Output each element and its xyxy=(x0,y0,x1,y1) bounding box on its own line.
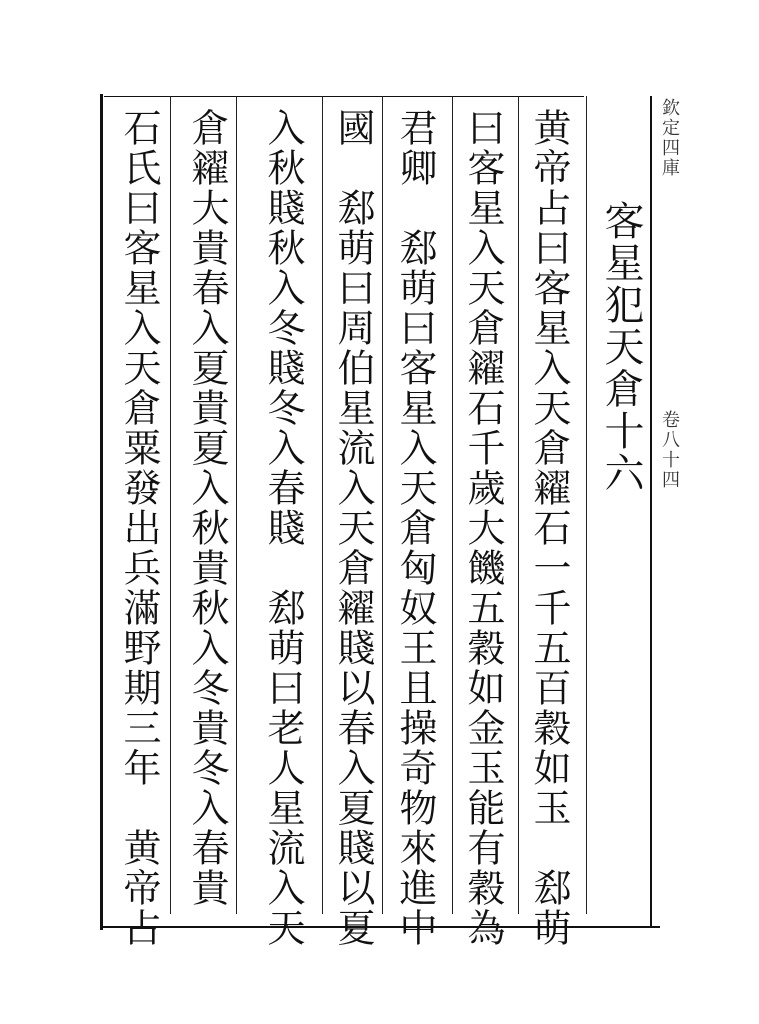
text-column-3: 君卿 郄萌曰客星入天倉匈奴王且操奇物來進中 xyxy=(393,108,437,948)
column-rule xyxy=(586,96,587,914)
column-rule xyxy=(452,96,453,914)
margin-juan-number: 卷八十四 xyxy=(659,410,680,490)
column-rule xyxy=(382,96,383,914)
column-rule xyxy=(170,96,171,914)
text-column-5: 入秋賤秋入冬賤冬入春賤 郄萌曰老人星流入天 xyxy=(261,108,305,948)
frame-right-border xyxy=(650,96,652,926)
column-rule xyxy=(236,96,237,914)
frame-left-border xyxy=(100,94,103,930)
section-heading: 客星犯天倉十六 xyxy=(598,200,644,494)
column-rule xyxy=(518,96,519,914)
column-rule xyxy=(322,96,323,914)
margin-title-fragment: 欽定四庫 xyxy=(659,98,680,178)
text-column-1: 黄帝占曰客星入天倉糴石一千五百穀如玉 郄萌 xyxy=(527,108,571,948)
text-column-2: 曰客星入天倉糴石千歲大饑五穀如金玉能有穀為 xyxy=(461,108,505,948)
text-column-7: 石氏曰客星入天倉粟發出兵滿野期三年 黄帝占 xyxy=(117,108,161,948)
frame-bottom-border xyxy=(100,926,660,928)
text-column-4: 國 郄萌曰周伯星流入天倉糴賤以春入夏賤以夏 xyxy=(331,108,375,948)
text-column-6: 倉糴大貴春入夏貴夏入秋貴秋入冬貴冬入春貴 xyxy=(185,108,229,908)
frame-top-border xyxy=(104,96,584,97)
